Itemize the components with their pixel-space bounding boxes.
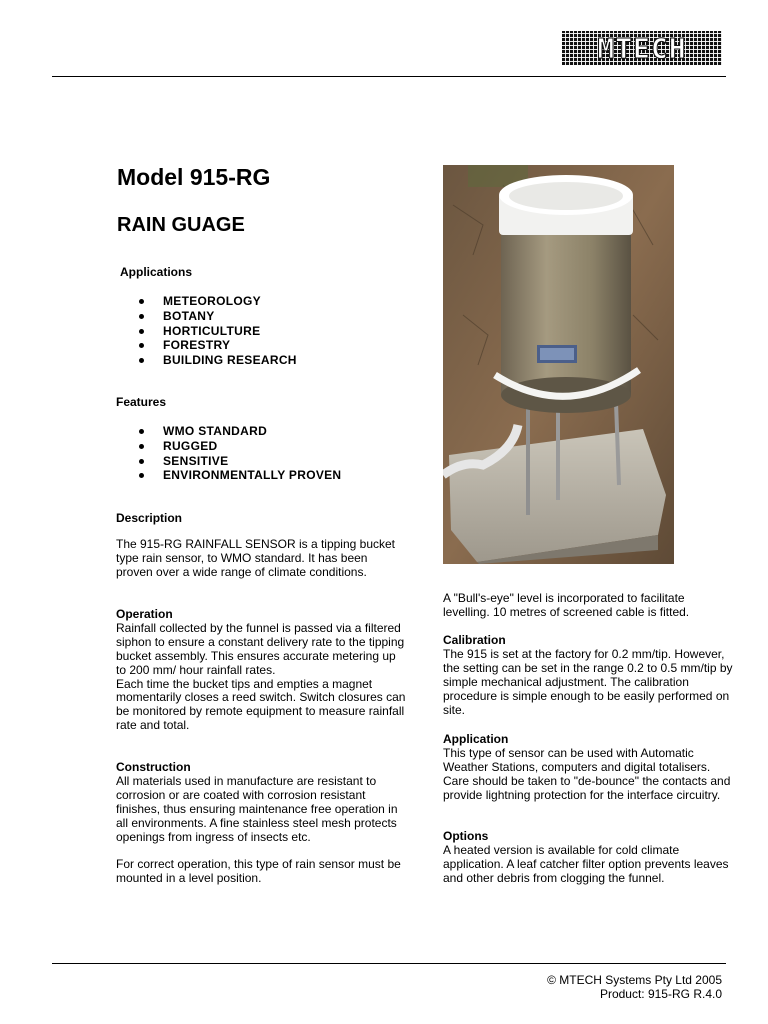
- mtech-logo: [562, 31, 722, 65]
- list-item: HORTICULTURE: [136, 324, 297, 339]
- construction-heading: Construction: [116, 760, 191, 774]
- features-heading: Features: [116, 395, 167, 409]
- description-heading: Description: [116, 511, 183, 525]
- rain-gauge-photo: [443, 165, 674, 564]
- header-divider: [52, 76, 726, 77]
- options-section: [443, 830, 733, 886]
- applications-heading: Applications: [120, 265, 193, 279]
- list-item: BUILDING RESEARCH: [136, 353, 297, 368]
- operation-section: [116, 608, 406, 733]
- calibration-heading: Calibration: [443, 633, 506, 647]
- copyright: © MTECH Systems Pty Ltd 2005: [547, 973, 722, 987]
- operation-text: Rainfall collected by the funnel is passed via a filtered siphon to ensure a constant delivery rate to the tipping bucket assembly. This ensures accurate metering up to 200 mm/ hour rainfall rates.: [116, 620, 405, 677]
- list-item: SENSITIVE: [136, 454, 341, 469]
- product-code: Product: 915-RG R.4.0: [599, 987, 722, 1001]
- list-item: RUGGED: [136, 439, 341, 454]
- list-item: WMO STANDARD: [136, 424, 341, 439]
- page-title: Model 915-RG: [117, 164, 271, 190]
- list-item: FORESTRY: [136, 338, 297, 353]
- construction-text-2: For correct operation, this type of rain sensor must be mounted in a level position.: [116, 857, 401, 886]
- list-item: ENVIRONMENTALLY PROVEN: [136, 468, 341, 483]
- applications-list: [136, 294, 297, 368]
- options-heading: Options: [443, 829, 489, 843]
- application-heading: Application: [443, 732, 509, 746]
- operation-heading: Operation: [116, 607, 173, 621]
- footer-divider: [52, 963, 726, 964]
- calibration-section: [443, 634, 733, 717]
- application-text: This type of sensor can be used with Automatic Weather Stations, computers and digital totalisers. Care should be taken to "de-bounce" the contacts and provide lightning protection for the interface circuitry.: [443, 745, 731, 802]
- operation-text-2: Each time the bucket tips and empties a magnet momentarily closes a reed switch. Switch closures can be monitored by remote equipment to measure rainfall rate and total.: [116, 676, 406, 733]
- logo-text: MTECH: [562, 31, 722, 65]
- page-subtitle: RAIN GUAGE: [117, 214, 245, 236]
- construction-section: [116, 761, 406, 886]
- list-item: METEOROLOGY: [136, 294, 297, 309]
- calibration-text: The 915 is set at the factory for 0.2 mm/tip. However, the setting can be set in the range 0.2 to 0.5 mm/tip by simple mechanical adjustment. The calibration procedure is simple enough to be easily performed on site.: [443, 646, 733, 717]
- features-list: [136, 424, 341, 483]
- description-text: The 915-RG RAINFALL SENSOR is a tipping bucket type rain sensor, to WMO standard. It has been proven over a wide range of climate conditions.: [116, 537, 396, 579]
- list-item: BOTANY: [136, 309, 297, 324]
- application-section: [443, 733, 733, 803]
- level-note: A "Bull's-eye" level is incorporated to facilitate levelling. 10 metres of screened cable is fitted.: [443, 591, 690, 619]
- options-text: A heated version is available for cold climate application. A leaf catcher filter option prevents leaves and other debris from clogging the funnel.: [443, 842, 729, 885]
- footer: [547, 973, 722, 1001]
- construction-text: All materials used in manufacture are resistant to corrosion or are coated with corrosion resistant finishes, thus ensuring maintenance free operation in all environments. A fine stainless steel mesh protects openings from ingress of insects etc.: [116, 773, 398, 844]
